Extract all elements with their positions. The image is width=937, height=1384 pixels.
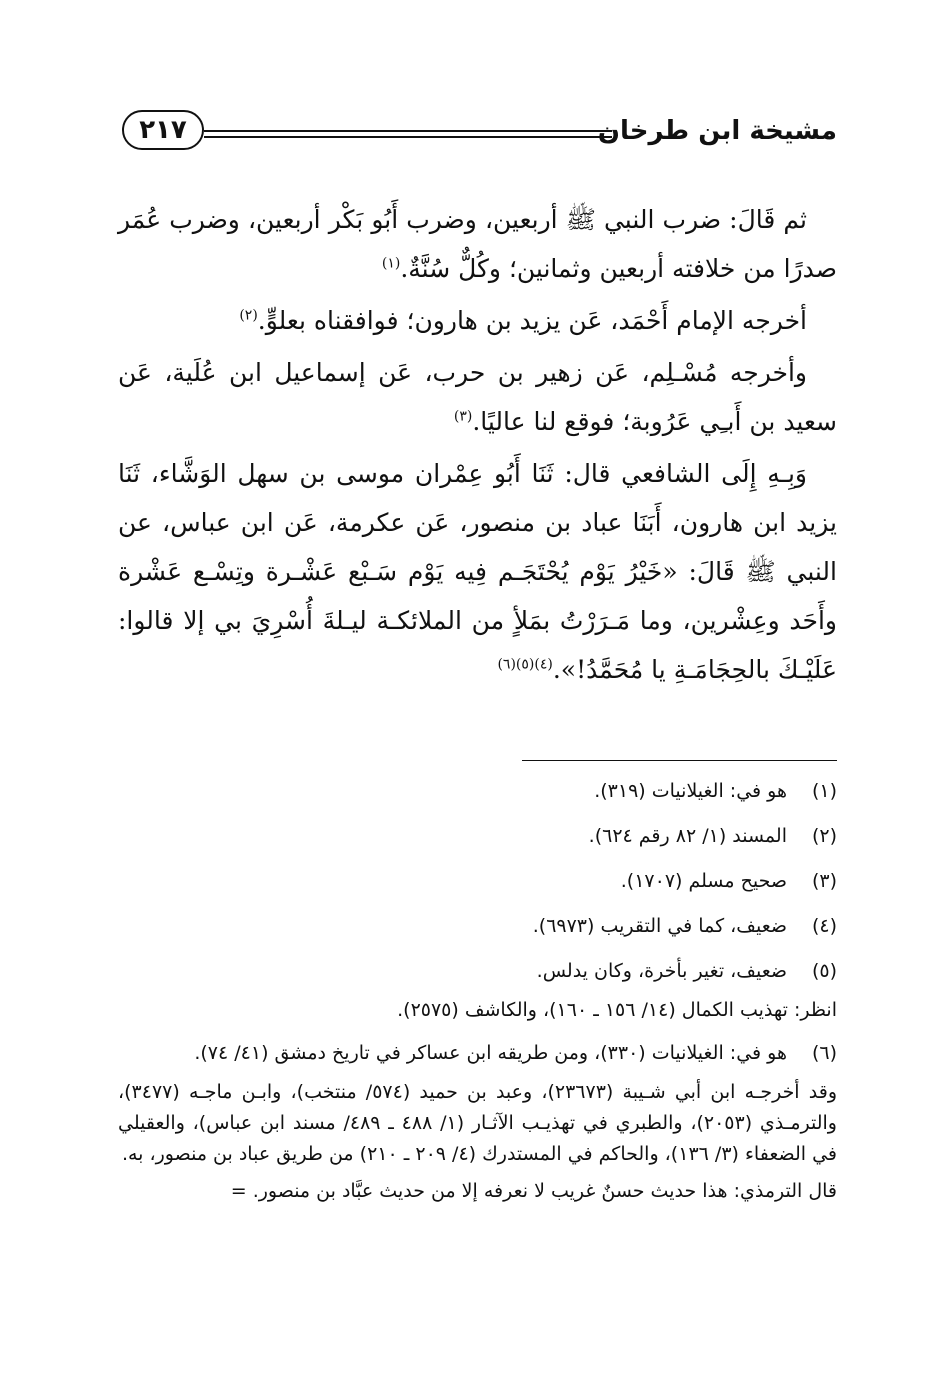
paragraph-4 [118, 449, 837, 694]
footnote-text: ضعيف، كما في التقريب (٦٩٧٣). [532, 915, 787, 937]
paragraph-3 [118, 348, 837, 446]
footnote-ref-3: (٣) [453, 408, 473, 425]
footnote-number: (١) [811, 780, 837, 802]
paragraph-2 [118, 296, 837, 345]
footnote-number: (٥) [811, 960, 837, 982]
paragraph-1-text: ثم قَالَ: ضرب النبي ﷺ أربعين، وضرب أَبُو بَكْر أربعين، وضرب عُمَر صدرًا من خلافته أربعين وثمانين؛ وكُلٌّ سُنَّةٌ. [118, 205, 837, 283]
footnote-ref-5: (٥) [515, 656, 535, 673]
footnote-separator [522, 760, 837, 761]
footnote-6-continuation-2: قال الترمذي: هذا حديث حسنٌ غريب لا نعرفه إلا من حديث عبَّاد بن منصور. = [230, 1180, 837, 1202]
header-double-rule [204, 130, 612, 138]
footnote-text: هو في: الغيلانيات (٣١٩). [594, 780, 787, 802]
footnote-5-continuation: انظر: تهذيب الكمال (١٤/ ١٥٦ ـ ١٦٠)، والكاشف (٢٥٧٥). [397, 999, 837, 1021]
footnote-3 [118, 866, 837, 897]
footnote-text: صحيح مسلم (١٧٠٧). [620, 870, 787, 892]
footnote-1 [118, 776, 837, 807]
footnote-5 [118, 956, 837, 987]
main-text [118, 195, 837, 697]
paragraph-4-text: وَبِـهِ إِلَى الشافعي قال: ثَنَا أَبُو عِمْران موسى بن سهل الوَشَّاء، ثَنَا يزيد ابن هارون، أَبَنَا عباد بن منصور، عَن عكرمة، عَن ابن عباس، عن النبي ﷺ قَالَ: «خَيْرُ يَوْم يُحْتَجَـم فِيه يَوْم سَـبْع عَشْـرة وتِسْـع عَشْرة وأَحَد وعِشْرين، وما مَـرَرْتُ بمَلأٍ من الملائكـة ليـلةَ أُسْرِيَ بي إلا قالوا: عَلَيْـكَ بالحِجَامَـةِ يا مُحَمَّدُ!». [118, 459, 837, 684]
footnote-4 [118, 911, 837, 942]
running-title: مشيخة ابن طرخان [597, 116, 837, 146]
footnote-ref-4: (٤) [534, 656, 553, 673]
paragraph-3-text: وأخرجه مُسْـلِم، عَن زهير بن حرب، عَن إسماعيل ابن عُلَية، عَن سعيد بن أَبـِي عَرُوبة؛ فوقع لنا عاليًا. [118, 358, 837, 436]
footnote-text: ضعيف، تغير بأخرة، وكان يدلس. [536, 960, 787, 982]
footnote-number: (٦) [811, 1042, 837, 1064]
paragraph-2-text: أخرجه الإمام أَحْمَد، عَن يزيد بن هارون؛ فوافقناه بعلوٍّ. [257, 306, 807, 335]
footnote-ref-6: (٦) [497, 656, 516, 673]
footnote-text: المسند (١/ ٨٢ رقم ٦٢٤). [588, 825, 787, 847]
footnote-2 [118, 821, 837, 852]
footnotes [118, 776, 837, 1219]
page-header [122, 110, 837, 154]
footnote-number: (٢) [811, 825, 837, 847]
footnote-ref-2: (٢) [239, 307, 258, 324]
footnote-6 [118, 1038, 837, 1069]
paragraph-1 [118, 195, 837, 293]
page-number: ٢١٧ [122, 110, 204, 150]
footnote-number: (٣) [811, 870, 837, 892]
footnote-ref-1: (١) [381, 255, 401, 272]
footnote-number: (٤) [811, 915, 837, 937]
footnote-text: هو في: الغيلانيات (٣٣٠)، ومن طريقه ابن عساكر في تاريخ دمشق (٤١/ ٧٤). [194, 1042, 787, 1064]
footnote-6-continuation: وقد أخرجـه ابن أبي شـيبة (٢٣٦٧٣)، وعبد بن حميد (٥٧٤/ منتخب)، وابـن ماجـه (٣٤٧٧)، والترمـذي (٢٠٥٣)، والطبري في تهذيـب الآثـار (١/ ٤٨٨ ـ ٤٨٩/ مسند ابن عباس)، والعقيلي في الضعفاء (٣/ ١٣٦)، والحاكم في المستدرك (٤/ ٢٠٩ ـ ٢١٠) من طريق عباد بن منصور، به. [118, 1081, 837, 1165]
